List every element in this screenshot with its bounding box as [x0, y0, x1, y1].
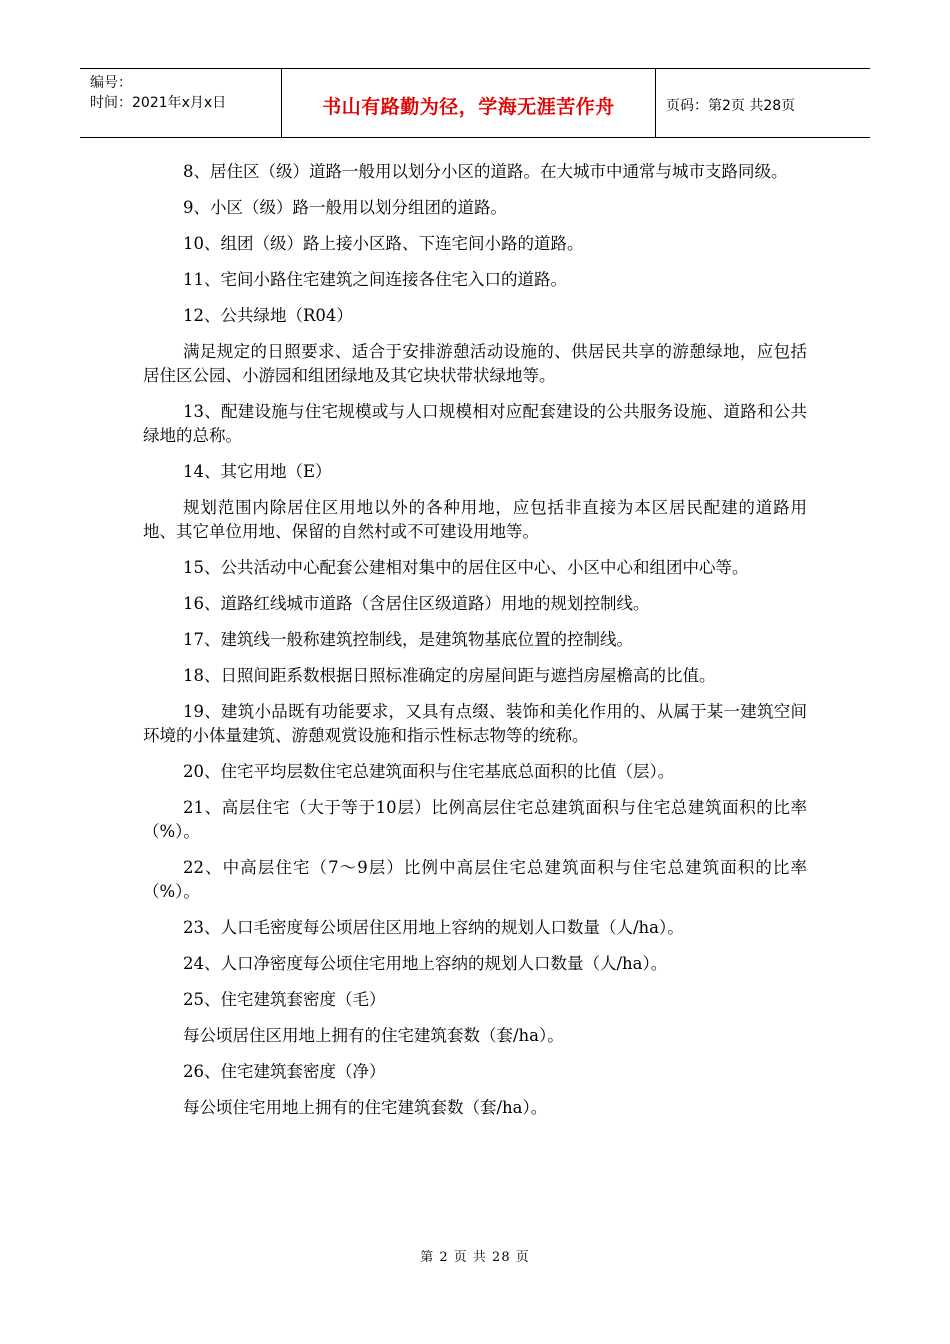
- paragraph: 23、人口毛密度每公顷居住区用地上容纳的规划人口数量（人/ha）。: [183, 918, 684, 937]
- document-number-label: 编号：: [90, 75, 132, 91]
- document-body: [143, 160, 807, 1132]
- paragraph: 20、住宅平均层数住宅总建筑面积与住宅基底总面积的比值（层）。: [183, 762, 675, 781]
- header-page-info: 页码：第2页 共28页: [666, 98, 796, 114]
- paragraph: 16、道路红线城市道路（含居住区级道路）用地的规划控制线。: [183, 594, 650, 613]
- paragraph: 21、高层住宅（大于等于10层）比例高层住宅总建筑面积与住宅总建筑面积的比率（%）。: [143, 798, 807, 841]
- paragraph: 每公顷住宅用地上拥有的住宅建筑套数（套/ha）。: [183, 1098, 548, 1117]
- paragraph: 满足规定的日照要求、适合于安排游憩活动设施的、供居民共享的游憩绿地，应包括居住区公园、小游园和组团绿地及其它块状带状绿地等。: [143, 342, 807, 385]
- paragraph: 规划范围内除居住区用地以外的各种用地，应包括非直接为本区居民配建的道路用地、其它单位用地、保留的自然村或不可建设用地等。: [143, 498, 807, 541]
- paragraph: 24、人口净密度每公顷住宅用地上容纳的规划人口数量（人/ha）。: [183, 954, 668, 973]
- paragraph: 25、住宅建筑套密度（毛）: [183, 990, 386, 1009]
- paragraph: 13、配建设施与住宅规模或与人口规模相对应配套建设的公共服务设施、道路和公共绿地的总称。: [143, 402, 807, 445]
- paragraph: 11、宅间小路住宅建筑之间连接各住宅入口的道路。: [183, 270, 567, 289]
- page-footer: 第 2 页 共 28 页: [420, 1250, 530, 1265]
- paragraph: 每公顷居住区用地上拥有的住宅建筑套数（套/ha）。: [183, 1026, 564, 1045]
- paragraph: 19、建筑小品既有功能要求，又具有点缀、装饰和美化作用的、从属于某一建筑空间环境的小体量建筑、游憩观赏设施和指示性标志物等的统称。: [143, 702, 807, 745]
- header-motto-cell: [282, 69, 656, 137]
- paragraph: 14、其它用地（E）: [183, 462, 332, 481]
- paragraph: 26、住宅建筑套密度（净）: [183, 1062, 386, 1081]
- page-header: [80, 68, 870, 138]
- paragraph: 8、居住区（级）道路一般用以划分小区的道路。在大城市中通常与城市支路同级。: [183, 162, 788, 181]
- paragraph: 18、日照间距系数根据日照标准确定的房屋间距与遮挡房屋檐高的比值。: [183, 666, 716, 685]
- document-date: 时间：2021年x月x日: [90, 95, 227, 111]
- paragraph: 12、公共绿地（R04）: [183, 306, 353, 325]
- paragraph: 10、组团（级）路上接小区路、下连宅间小路的道路。: [183, 234, 584, 253]
- paragraph: 9、小区（级）路一般用以划分组团的道路。: [183, 198, 507, 217]
- header-motto: 书山有路勤为径，学海无涯苦作舟: [322, 95, 615, 118]
- paragraph: 17、建筑线一般称建筑控制线，是建筑物基底位置的控制线。: [183, 630, 633, 649]
- paragraph: 15、公共活动中心配套公建相对集中的居住区中心、小区中心和组团中心等。: [183, 558, 749, 577]
- header-meta: [80, 69, 282, 137]
- paragraph: 22、中高层住宅（7～9层）比例中高层住宅总建筑面积与住宅总建筑面积的比率（%）。: [143, 858, 807, 901]
